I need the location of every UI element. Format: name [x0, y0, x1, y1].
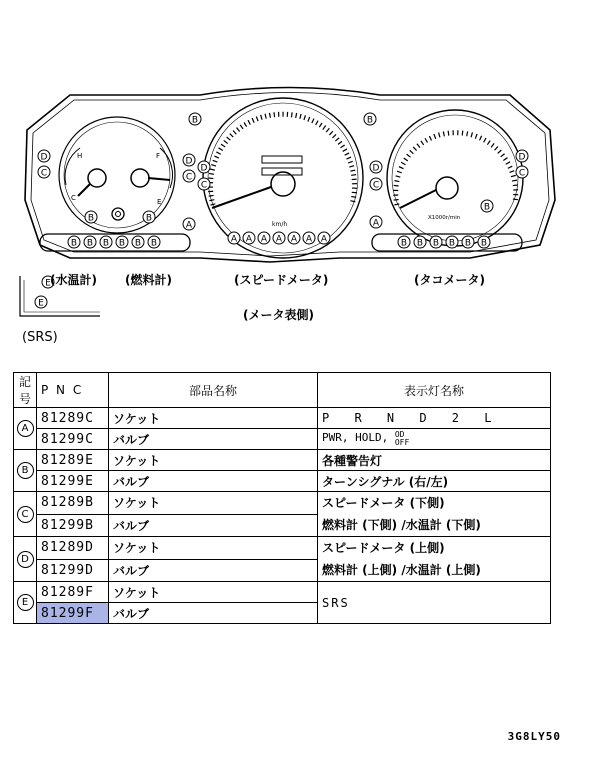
part-name-cell: バルブ [109, 559, 318, 582]
table-row [14, 537, 551, 560]
od-text: OD [394, 430, 405, 439]
fuel-f-mark: F [156, 152, 161, 160]
bulb-letter-b: B [464, 238, 472, 249]
header-lamp-name: 表示灯名称 [318, 373, 551, 408]
pnc-cell[interactable]: 81289C [37, 408, 109, 429]
bulb-letter-d: D [40, 152, 48, 163]
part-name-cell: バルブ [109, 471, 318, 492]
bulb-letter-b: B [400, 238, 408, 249]
table-row [14, 471, 551, 492]
lamp-cell: ターンシグナル (右/左) [318, 471, 551, 492]
pnc-cell-highlighted[interactable]: 81299F [37, 603, 109, 624]
lamp-cell: 各種警告灯 [318, 450, 551, 471]
speedometer-label: (スピードメータ) [234, 273, 329, 287]
bulb-letter-a: A [260, 234, 268, 245]
bulb-letter-b: B [145, 213, 153, 224]
lamp-text: スピードメータ (上側) [322, 541, 445, 555]
bulb-letter-a: A [290, 234, 298, 245]
bulb-letter-b: B [480, 238, 488, 249]
pnc-cell[interactable]: 81289F [37, 582, 109, 603]
fuel-label: (燃料計) [125, 273, 172, 287]
bulb-letter-a: A [245, 234, 253, 245]
pnc-cell[interactable]: 81299E [37, 471, 109, 492]
part-name-cell: バルブ [109, 603, 318, 624]
parts-table [13, 372, 551, 624]
row-code-cell [14, 450, 37, 492]
table-row [14, 582, 551, 603]
tachometer-label: (タコメータ) [414, 273, 485, 287]
part-name-cell: ソケット [109, 537, 318, 560]
code-badge: E [17, 594, 34, 611]
bulb-letter-c: C [518, 168, 526, 179]
bulb-letter-d: D [185, 156, 193, 167]
row-code-cell [14, 537, 37, 582]
lamp-cell [318, 537, 551, 582]
kmh-unit: km/h [272, 221, 288, 228]
table-row [14, 408, 551, 429]
table-row [14, 450, 551, 471]
left-gauge [59, 117, 175, 233]
bulb-letter-a: A [372, 218, 380, 229]
code-badge: B [17, 462, 34, 479]
lamp-cell [318, 408, 551, 429]
code-badge: C [17, 506, 34, 523]
srs-label: (SRS) [22, 330, 58, 345]
bulb-letter-b: B [150, 238, 158, 249]
part-name-cell: ソケット [109, 492, 318, 515]
bulb-letter-c: C [40, 168, 48, 179]
bulb-letter-b: B [102, 238, 110, 249]
lamp-cell [318, 492, 551, 537]
bulb-letter-b: B [70, 238, 78, 249]
lamp-cell [318, 429, 551, 450]
bulb-letter-e: E [38, 298, 44, 309]
rpm-unit: X1000r/min [428, 215, 461, 221]
row-code-cell [14, 408, 37, 450]
table-row [14, 492, 551, 515]
bulb-letter-b: B [366, 115, 374, 126]
table-header-row [14, 373, 551, 408]
bulb-letter-b: B [118, 238, 126, 249]
bulb-letter-a: A [230, 234, 238, 245]
bulb-letter-b: B [483, 202, 491, 213]
lamp-text: スピードメータ (下側) [322, 496, 445, 510]
lamp-text: 燃料計 (下側) /水温計 (下側) [322, 518, 481, 532]
off-text: OFF [394, 438, 410, 447]
lamp-text: PWR, HOLD, [322, 431, 389, 444]
pnc-cell[interactable]: 81289E [37, 450, 109, 471]
left-indicator-bar [40, 234, 190, 251]
bulb-letter-a: A [275, 234, 283, 245]
bulb-letter-b: B [87, 213, 95, 224]
row-code-cell [14, 582, 37, 624]
header-part-name: 部品名称 [109, 373, 318, 408]
tachometer-gauge [387, 110, 526, 246]
part-name-cell: ソケット [109, 582, 318, 603]
pnc-cell[interactable]: 81289D [37, 537, 109, 560]
header-code: 記号 [14, 373, 37, 408]
part-name-cell: バルブ [109, 429, 318, 450]
pnc-cell[interactable]: 81299B [37, 514, 109, 537]
bulb-letter-d: D [372, 163, 380, 174]
od-off-label [395, 431, 409, 447]
bulb-letter-a: A [320, 234, 328, 245]
temp-h-mark: H [77, 152, 83, 160]
bulb-letter-d: D [518, 152, 526, 163]
temp-c-mark: C [71, 194, 76, 202]
bulb-letter-b: B [416, 238, 424, 249]
lamp-cell: SRS [318, 582, 551, 624]
bulb-letter-b: B [134, 238, 142, 249]
row-code-cell [14, 492, 37, 537]
pnc-cell[interactable]: 81299C [37, 429, 109, 450]
code-badge: D [17, 551, 34, 568]
table-row [14, 429, 551, 450]
footer-code: 3G8LY50 [507, 730, 561, 743]
meter-front-label: (メータ表側) [243, 308, 314, 322]
bulb-letter-c: C [185, 172, 193, 183]
pnc-cell[interactable]: 81289B [37, 492, 109, 515]
bulb-letter-d: D [200, 163, 208, 174]
bulb-letter-b: B [432, 238, 440, 249]
lamp-text: 燃料計 (上側) /水温計 (上側) [322, 563, 481, 577]
bulb-letter-b: B [86, 238, 94, 249]
code-badge: A [17, 420, 34, 437]
bulb-letter-c: C [372, 180, 380, 191]
lamp-text: P R N D 2 L [322, 411, 501, 425]
water-temp-label: (水温計) [50, 273, 97, 287]
part-name-cell: ソケット [109, 408, 318, 429]
bulb-letter-b: B [191, 115, 199, 126]
header-pnc: P N C [37, 373, 109, 408]
fuel-e-mark: E [157, 198, 162, 206]
bulb-letter-e: E [45, 278, 51, 289]
part-name-cell: バルブ [109, 514, 318, 537]
bulb-letter-b: B [448, 238, 456, 249]
bulb-letter-a: A [185, 220, 193, 231]
bulb-letter-a: A [305, 234, 313, 245]
bulb-letter-c: C [200, 180, 208, 191]
pnc-cell[interactable]: 81299D [37, 559, 109, 582]
part-name-cell: ソケット [109, 450, 318, 471]
